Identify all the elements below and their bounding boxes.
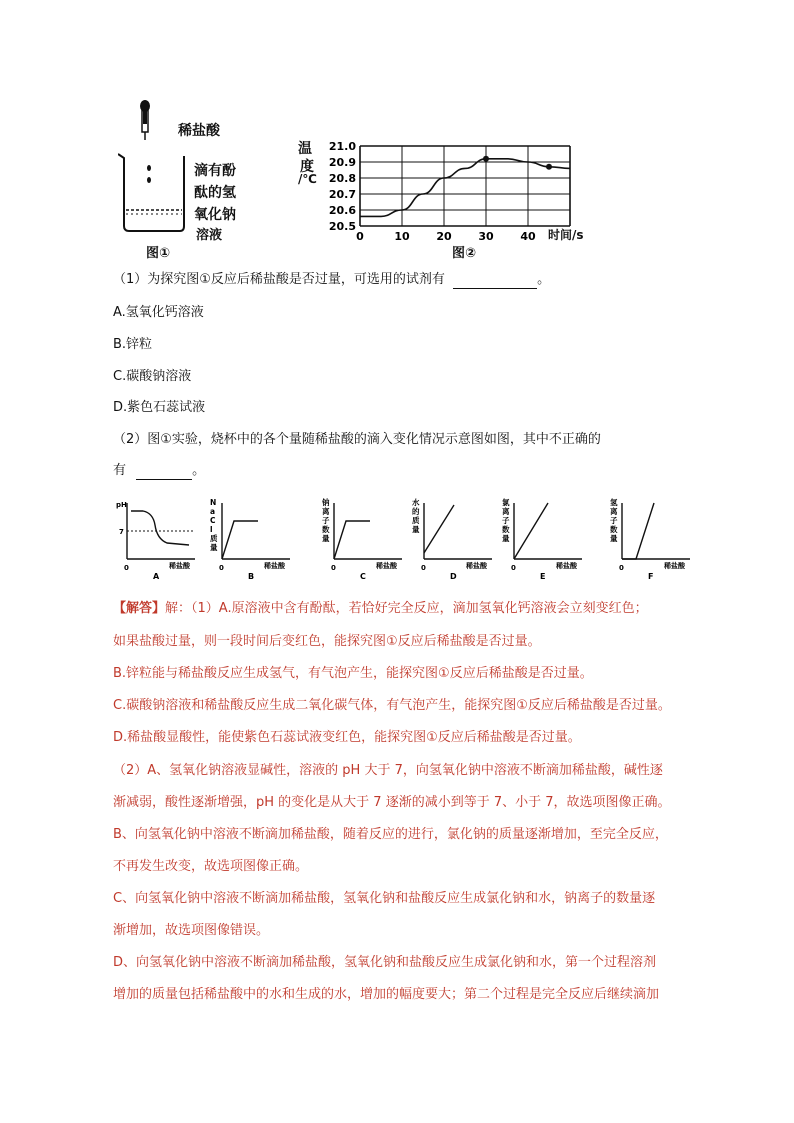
y-tick-label: 20.5: [328, 220, 356, 233]
answer-line-10: C、向氢氧化钠中溶液不断滴加稀盐酸，氢氧化钠和盐酸反应生成氯化钠和水，钠离子的数量逐: [113, 891, 656, 906]
q2-line2: [113, 462, 205, 480]
series-line: [622, 503, 654, 559]
beaker-icon: [118, 154, 184, 231]
answer-line-3: B.锌粒能与稀盐酸反应生成氢气，有气泡产生，能探究图①反应后稀盐酸是否过量。: [113, 666, 593, 681]
x-axis-label: 稀盐酸: [664, 562, 685, 570]
y-tick-label: 21.0: [328, 140, 356, 153]
answer-line-2: 如果盐酸过量，则一段时间后变红色，能探究图①反应后稀盐酸是否过量。: [113, 634, 541, 649]
beaker-label-line-3: 氧化钠: [194, 207, 236, 223]
graph-id-label: A: [153, 572, 160, 581]
y-label-char: 子: [322, 516, 330, 525]
y-tick-label: 20.8: [328, 172, 356, 185]
q1-end: 。: [537, 272, 551, 287]
y-label-char: 数: [502, 525, 510, 534]
y-label-char: 氯: [502, 498, 510, 507]
graph-id-label: F: [648, 572, 654, 581]
y-label-char: 数: [610, 525, 618, 534]
q1-option-c: C.碳酸钠溶液: [113, 369, 192, 384]
series-line: [424, 505, 454, 553]
answer-line-4: C.碳酸钠溶液和稀盐酸反应生成二氧化碳气体，有气泡产生，能探究图①反应后稀盐酸是否过量。: [113, 698, 671, 713]
small-graph-a: [113, 495, 208, 583]
origin-label: 0: [619, 564, 624, 572]
q1-question: （1）为探究图①反应后稀盐酸是否过量，可选用的试剂有: [113, 272, 445, 287]
figure2-ylabel-1: 温: [298, 141, 312, 157]
y-label-char: l: [210, 525, 213, 534]
figure2-ylabel-2: 度: [300, 159, 314, 175]
x-tick-label: 40: [520, 230, 536, 242]
y-label-char: 子: [610, 516, 618, 525]
series-line: [222, 521, 258, 559]
small-graph-e: [500, 495, 595, 583]
y-label-char: 的: [412, 507, 420, 516]
answer-line-11: 渐增加，故选项图像错误。: [113, 923, 270, 938]
y-label-char: 氢: [610, 498, 618, 507]
temperature-chart: [320, 138, 580, 242]
y-label-char: 量: [412, 525, 420, 534]
y-label-char: 量: [322, 534, 330, 543]
q2-end: 。: [192, 463, 206, 478]
series-line: [514, 503, 548, 559]
y-label-char: 量: [610, 534, 618, 543]
temperature-series-line: [360, 159, 570, 217]
q2-prefix: 有: [113, 463, 127, 478]
series-line: [334, 521, 370, 559]
q2-answer-blank[interactable]: [136, 465, 192, 480]
origin-label: 0: [219, 564, 224, 572]
y-label-char: C: [210, 516, 216, 525]
x-axis-label: 稀盐酸: [466, 562, 487, 570]
y-label-char: N: [210, 498, 217, 507]
y-label-char: 钠: [322, 498, 330, 507]
graph-id-label: C: [360, 572, 366, 581]
y-label-char: 水: [412, 498, 420, 507]
answer-line-12: D、向氢氧化钠中溶液不断滴加稀盐酸，氢氧化钠和盐酸反应生成氯化钠和水，第一个过程溶剂: [113, 955, 657, 970]
origin-label: 0: [124, 564, 129, 572]
answer-line-7: 渐减弱，酸性逐渐增强，pH 的变化是从大于 7 逐渐的减小到等于 7、小于 7，故选项图像正确。: [113, 795, 671, 810]
x-tick-label: 10: [394, 230, 410, 242]
q2-line1: （2）图①实验，烧杯中的各个量随稀盐酸的滴入变化情况示意图如图，其中不正确的: [113, 432, 601, 447]
beaker-label-line-2: 酞的氢: [194, 185, 236, 201]
x-axis-label: 稀盐酸: [264, 562, 285, 570]
ph-curve: [131, 511, 189, 545]
small-graph-c: [320, 495, 415, 583]
q1-option-d: D.紫色石蕊试液: [113, 400, 206, 415]
x-tick-label: 20: [436, 230, 452, 242]
figure2-xlabel: 时间/s: [548, 228, 584, 242]
answer-line-9: 不再发生改变，故选项图像正确。: [113, 859, 309, 874]
graph-id-label: E: [540, 572, 546, 581]
answer-line-1: [113, 600, 648, 618]
y-axis-label: pH: [116, 501, 127, 509]
answer-line-6: （2）A、氢氧化钠溶液显碱性，溶液的 pH 大于 7，向氢氧化钠中溶液不断滴加稀盐酸，碱性逐: [113, 763, 663, 778]
dropper-label: 稀盐酸: [178, 123, 220, 139]
y-label-char: a: [210, 507, 216, 516]
data-point-marker: [546, 164, 552, 170]
y-label-char: 量: [502, 534, 510, 543]
origin-label: 0: [511, 564, 516, 572]
data-point-marker: [483, 156, 489, 162]
dropper-icon: [140, 100, 150, 140]
figure1-caption: 图①: [146, 246, 171, 261]
y-label-char: 质: [412, 516, 420, 525]
x-axis-label: 稀盐酸: [556, 562, 577, 570]
origin-label: 0: [331, 564, 336, 572]
y-label-char: 离: [610, 507, 618, 516]
small-graph-b: [208, 495, 303, 583]
q1-answer-blank[interactable]: [453, 274, 537, 289]
y-label-char: 离: [502, 507, 510, 516]
q1-text: [113, 271, 550, 289]
y-tick-label: 20.9: [328, 156, 356, 169]
y-label-char: 数: [322, 525, 330, 534]
q1-option-a: A.氢氧化钙溶液: [113, 305, 204, 320]
y-tick-label: 20.7: [328, 188, 356, 201]
graph-id-label: B: [248, 572, 255, 581]
ph7-tick: 7: [119, 528, 124, 536]
graph-id-label: D: [450, 572, 457, 581]
y-label-char: 离: [322, 507, 330, 516]
answer-line-8: B、向氢氧化钠中溶液不断滴加稀盐酸，随着反应的进行，氯化钠的质量逐渐增加，至完全反应，: [113, 827, 668, 842]
q1-option-b: B.锌粒: [113, 337, 153, 352]
x-axis-label: 稀盐酸: [169, 562, 190, 570]
y-label-char: 量: [210, 543, 218, 552]
small-graph-f: [608, 495, 703, 583]
figure2-caption: 图②: [452, 246, 477, 261]
beaker-label-line-4: 溶液: [196, 228, 223, 243]
y-label-char: 子: [502, 516, 510, 525]
beaker-label-line-1: 滴有酚: [194, 163, 236, 179]
x-tick-label: 0: [356, 230, 364, 242]
x-tick-label: 30: [478, 230, 494, 242]
origin-label: 0: [421, 564, 426, 572]
answer-line-5: D.稀盐酸显酸性，能使紫色石蕊试液变红色，能探究图①反应后稀盐酸是否过量。: [113, 730, 581, 745]
answer-line-13: 增加的质量包括稀盐酸中的水和生成的水，增加的幅度要大；第二个过程是完全反应后继续滴加: [113, 987, 660, 1002]
x-axis-label: 稀盐酸: [376, 562, 397, 570]
small-graph-d: [410, 495, 505, 583]
figure2-ylabel-3: /℃: [298, 172, 317, 186]
y-label-char: 质: [210, 534, 218, 543]
answer-text-1: 解：（1）A.原溶液中含有酚酞，若恰好完全反应，滴加氢氧化钙溶液会立刻变红色；: [165, 601, 648, 616]
y-tick-label: 20.6: [328, 204, 356, 217]
answer-tag: 【解答】: [113, 601, 166, 616]
